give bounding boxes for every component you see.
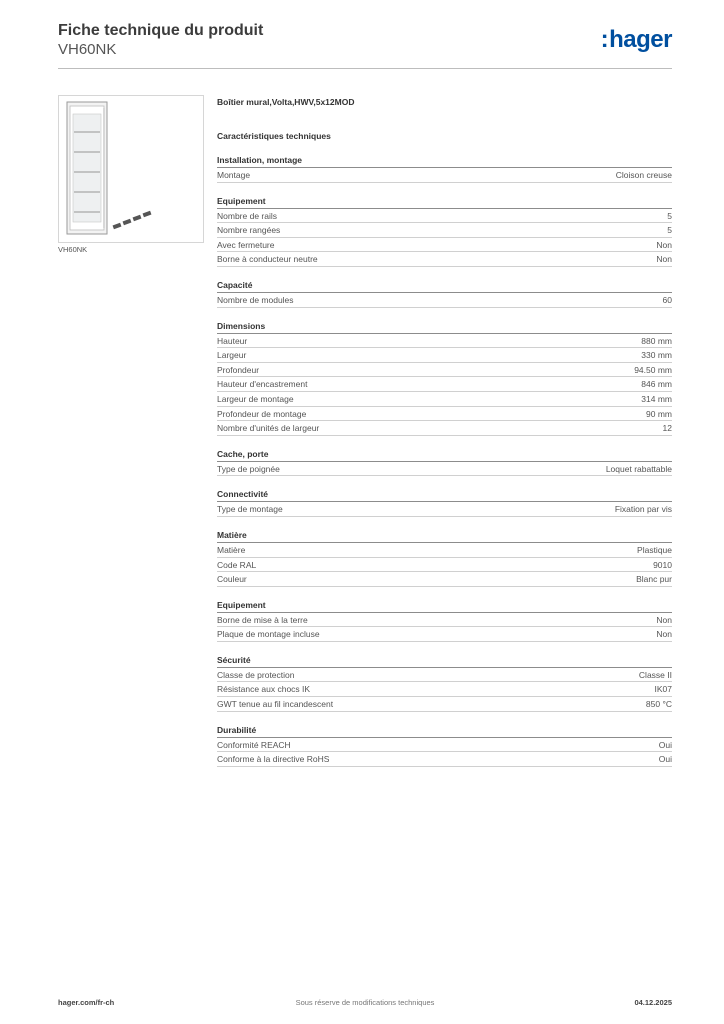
spec-label: Borne à conducteur neutre — [217, 254, 318, 265]
spec-section — [217, 279, 672, 308]
section-title: Cache, porte — [217, 448, 672, 462]
spec-label: Nombre de modules — [217, 294, 294, 305]
spec-label: Plaque de montage incluse — [217, 629, 320, 640]
product-image — [58, 95, 204, 243]
spec-value: 846 mm — [641, 379, 672, 390]
document-title: Fiche technique du produit — [58, 22, 264, 39]
spec-value: 314 mm — [641, 393, 672, 404]
section-title: Connectivité — [217, 488, 672, 502]
spec-label: Hauteur — [217, 335, 248, 346]
spec-section — [217, 320, 672, 436]
spec-label: Profondeur — [217, 364, 260, 375]
spec-section — [217, 154, 672, 183]
spec-value: Plastique — [637, 544, 672, 555]
spec-row — [217, 697, 672, 712]
spec-value: Classe II — [638, 669, 672, 680]
spec-label: Conforme à la directive RoHS — [217, 754, 330, 765]
spec-label: Nombre d'unités de largeur — [217, 423, 320, 434]
spec-row — [217, 502, 672, 517]
characteristics-title: Caractéristiques techniques — [217, 131, 331, 141]
footer-website: hager.com/fr-ch — [58, 998, 115, 1007]
section-title: Matière — [217, 529, 672, 543]
footer-date: 04.12.2025 — [634, 998, 672, 1007]
spec-row — [217, 168, 672, 183]
spec-label: Conformité REACH — [217, 739, 291, 750]
spec-label: Hauteur d'encastrement — [217, 379, 308, 390]
spec-value: Non — [656, 614, 672, 625]
spec-value: IK07 — [654, 684, 672, 695]
image-caption: VH60NK — [58, 245, 88, 254]
spec-value: 9010 — [653, 559, 672, 570]
spec-value: Non — [656, 239, 672, 250]
spec-row — [217, 377, 672, 392]
spec-row — [217, 238, 672, 253]
spec-label: Code RAL — [217, 559, 257, 570]
spec-label: Résistance aux chocs IK — [217, 684, 311, 695]
spec-value: Cloison creuse — [615, 170, 672, 180]
spec-value: 90 mm — [646, 408, 672, 419]
spec-value: 850 °C — [645, 699, 672, 710]
footer-disclaimer: Sous réserve de modifications techniques — [295, 998, 435, 1007]
logo-text: hager — [609, 26, 672, 53]
spec-label: Largeur — [217, 350, 247, 361]
spec-value: Non — [656, 629, 672, 640]
spec-section — [217, 724, 672, 767]
spec-label: Type de poignée — [217, 463, 280, 474]
section-title: Installation, montage — [217, 154, 672, 168]
spec-label: Classe de protection — [217, 669, 295, 680]
product-content — [217, 96, 672, 767]
spec-label: GWT tenue au fil incandescent — [217, 699, 334, 710]
spec-row — [217, 334, 672, 349]
spec-section — [217, 448, 672, 477]
spec-row — [217, 627, 672, 642]
spec-row — [217, 407, 672, 422]
spec-label: Largeur de montage — [217, 393, 294, 404]
spec-label: Nombre de rails — [217, 210, 277, 221]
hager-logo: :hager — [600, 26, 672, 53]
section-title: Durabilité — [217, 724, 672, 738]
spec-row — [217, 738, 672, 753]
spec-section — [217, 195, 672, 267]
spec-sections — [217, 154, 672, 767]
product-name: Boîtier mural,Volta,HWV,5x12MOD — [217, 97, 355, 107]
spec-row — [217, 752, 672, 767]
page-header — [58, 20, 672, 70]
section-title: Dimensions — [217, 320, 672, 334]
spec-row — [217, 209, 672, 224]
spec-row — [217, 613, 672, 628]
spec-row — [217, 223, 672, 238]
spec-value: 94.50 mm — [634, 364, 672, 375]
spec-label: Couleur — [217, 574, 247, 585]
spec-row — [217, 252, 672, 267]
spec-row — [217, 462, 672, 477]
spec-row — [217, 572, 672, 587]
spec-value: 880 mm — [641, 335, 672, 346]
spec-value: 12 — [662, 423, 672, 434]
spec-section — [217, 488, 672, 517]
spec-section — [217, 599, 672, 642]
spec-row — [217, 348, 672, 363]
spec-label: Avec fermeture — [217, 239, 275, 250]
spec-label: Profondeur de montage — [217, 408, 307, 419]
product-reference: VH60NK — [58, 41, 117, 58]
spec-value: 5 — [667, 210, 672, 221]
spec-row — [217, 668, 672, 683]
spec-value: Loquet rabattable — [605, 463, 672, 474]
spec-section — [217, 654, 672, 712]
spec-row — [217, 543, 672, 558]
spec-row — [217, 682, 672, 697]
spec-value: Blanc pur — [636, 574, 672, 585]
spec-label: Montage — [217, 170, 251, 180]
spec-label: Borne de mise à la terre — [217, 614, 308, 625]
enclosure-product-image — [59, 96, 203, 242]
spec-value: Oui — [658, 739, 672, 750]
spec-value: Fixation par vis — [614, 504, 672, 515]
spec-row — [217, 293, 672, 308]
section-title: Equipement — [217, 599, 672, 613]
spec-section — [217, 529, 672, 587]
spec-value: 330 mm — [641, 350, 672, 361]
spec-value: 60 — [662, 294, 672, 305]
spec-row — [217, 363, 672, 378]
spec-value: Oui — [658, 754, 672, 765]
section-title: Equipement — [217, 195, 672, 209]
spec-value: Non — [656, 254, 672, 265]
spec-label: Type de montage — [217, 504, 283, 515]
spec-row — [217, 392, 672, 407]
spec-row — [217, 421, 672, 436]
spec-label: Matière — [217, 544, 246, 555]
spec-value: 5 — [667, 225, 672, 236]
spec-row — [217, 558, 672, 573]
section-title: Sécurité — [217, 654, 672, 668]
spec-label: Nombre rangées — [217, 225, 281, 236]
header-divider — [58, 68, 672, 69]
section-title: Capacité — [217, 279, 672, 293]
